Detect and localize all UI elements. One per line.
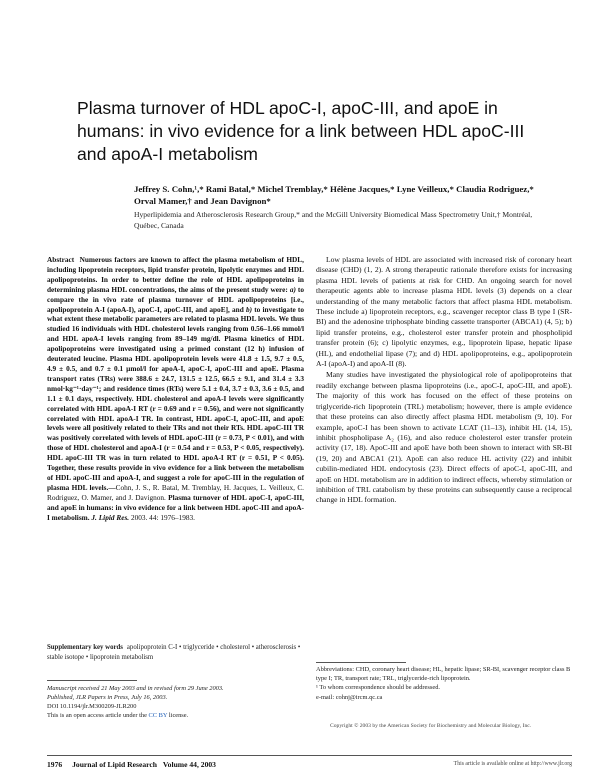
right-column <box>316 255 572 506</box>
page-footer <box>47 760 216 769</box>
keywords-text: apolipoprotein C-I • triglyceride • cholesterol • atherosclerosis • stable isotope • lipoprotein metabolism <box>47 644 301 661</box>
body-paragraph-2: Many studies have investigated the physiological role of apolipoproteins that readily exchange between plasma lipoproteins (i.e., apoC-I, apoC-III, and apoE). The majority of this work has focused on the effect of these proteins on triglyceride-rich lipoprotein (TRL) metabolism; however, there is ample evidence that these proteins can also directly affect plasma HDL metabolism (9, 10). For example, apoC-I has been shown to activate LCAT (11–13), inhibit HL (14, 15), inhibit phospholipase A₂ (16), and also reduce cholesterol ester transfer protein activity (17, 18). ApoC-III and apoE have both been shown to interact with SR-BI (19, 20) and ABCA1 (21). ApoE can also reduce HL activity (22) and inhibit cubilin-mediated HDL endocytosis (23). Direct effects of apoC-I, apoC-III, and apoE on HDL metabolism are in addition to indirect effects, whereby stimulation or inhibition of TRL catabolism by these proteins can subsequently cause a reciprocal change in HDL formation. <box>316 370 572 505</box>
manuscript-received: Manuscript received 21 May 2003 and in revised form 29 June 2003. <box>47 685 224 692</box>
body-paragraph-1: Low plasma levels of HDL are associated with increased risk of coronary heart disease (CHD) (1, 2). A strong therapeutic rationale therefore exists for increasing plasma HDL levels of patients at risk for CHD. An ongoing search for novel therapeutic agents able to increase plasma HDL levels (3) depends on a clear understanding of the many metabolic factors that affect plasma HDL metabolism. These include a) lipoprotein receptors, e.g., scavenger receptor class B type I (SR-BI) and the adenosine triphosphate binding cassette transporter (ABCA1) (4, 5); b) lipid transfer proteins, e.g., cholesterol ester transfer protein and phospholipid transfer protein (6); c) lipolytic enzymes, e.g., lipoprotein lipase, hepatic lipase (HL), and endothelial lipase (7); and d) HDL apolipoproteins, e.g., apolipoprotein A-I (apoA-I) and apoA-II (8). <box>316 255 572 369</box>
author-list: Jeffrey S. Cohn,¹,* Rami Batal,* Michel Tremblay,* Hélène Jacques,* Lyne Veilleux,* Claudia Rodriguez,* Orval Mamer,† and Jean Davignon* <box>134 184 534 206</box>
open-access-note <box>47 711 304 720</box>
article-title: Plasma turnover of HDL apoC-I, apoC-III, and apoE in humans: in vivo evidence for a link between HDL apoC-III and apoA-I metabolism <box>77 98 525 164</box>
author-affiliation: Hyperlipidemia and Atherosclerosis Research Group,* and the McGill University Biomedical Mass Spectrometry Unit,† Montréal, Québec, Canada <box>134 210 533 230</box>
supplementary-keywords <box>47 643 304 662</box>
journal-name: Journal of Lipid Research <box>72 760 157 769</box>
right-divider <box>316 662 406 663</box>
copyright-notice: Copyright © 2003 by the American Society for Biochemistry and Molecular Biology, Inc. <box>330 723 532 729</box>
open-access-suffix: license. <box>168 712 189 719</box>
footnote-email: e-mail: cohnj@ircm.qc.ca <box>316 693 383 701</box>
manuscript-info <box>47 684 304 720</box>
keywords-label: Supplementary key words <box>47 644 123 651</box>
page-number: 1976 <box>47 760 63 769</box>
abstract-journal-details: 2003. 44: 1976–1983. <box>130 512 195 522</box>
manuscript-doi: DOI 10.1194/jlr.M300209-JLR200 <box>47 703 137 710</box>
journal-volume: Volume 44, 2003 <box>162 760 216 769</box>
left-divider <box>47 680 137 681</box>
manuscript-published: Published, JLR Papers in Press, July 16, 2003. <box>47 694 168 701</box>
abstract <box>47 255 304 522</box>
abstract-marker-b: b) <box>245 304 253 314</box>
footnote-correspondence: ¹ To whom correspondence should be addressed. <box>316 684 440 692</box>
footnote-abbreviations: Abbreviations: CHD, coronary heart disease; HL, hepatic lipase; SR-BI, scavenger receptor class B type I; TR, transport rate; TRL, triglyceride-rich lipoprotein. <box>316 666 571 682</box>
abstract-text-3: to investigate to what extent these metabolic parameters are related to plasma HDL levels. We thus studied 16 individuals with HDL cholesterol levels ranging from 0.56–1.66 mmol/l and HDL apoA-I levels ranging from 89–149 mg/dl. Plasma kinetics of HDL apolipoproteins were investigated using a primed constant (12 h) infusion of deuterated leucine. Plasma HDL apolipoprotein levels were 41.8 ± 1.5, 9.7 ± 0.5, 4.9 ± 0.5, and 0.7 ± 0.1 µmol/l for apoA-I, apoC-I, apoC-III and apoE. Plasma transport rates (TRs) were 388.6 ± 24.7, 131.5 ± 12.5, 66.5 ± 9.1, and 31.4 ± 3.3 nmol·kg⁻¹·day⁻¹; and residence times (RTs) were 5.1 ± 0.4, 3.7 ± 0.3, 3.6 ± 0.5, and 1.1 ± 0.1 days, respectively. HDL cholesterol and apoA-I levels were significantly correlated with HDL apoA-I RT (r = 0.69 and r = 0.56), and were not significantly correlated with HDL apoA-I TR. In contrast, HDL apoC-I, apoC-III, and apoE levels were all positively related to their TRs and not their RTs. HDL apoC-III TR was positively correlated with levels of HDL apoC-III (r = 0.73, P < 0.01), and with those of HDL cholesterol and apoA-I (r = 0.54 and r = 0.53, P < 0.05, respectively). HDL apoC-III TR was in turn related to HDL apoA-I RT (r = 0.51, P < 0.05). Together, these results provide in vivo evidence for a link between the metabolism of HDL apoC-III and apoA-I, and suggest a role for apoC-III in the regulation of plasma HDL levels.— <box>47 304 305 492</box>
abstract-text-1: Numerous factors are known to affect the plasma metabolism of HDL, including lipoprotein receptors, lipid transfer protein, lipolytic enzymes and HDL apolipoproteins. In order to better define the role of HDL apolipoproteins in determining plasma HDL concentrations, the aims of the present study were: <box>47 255 304 294</box>
abstract-citation-title: Plasma turnover of HDL apoC-I, apoC-III, and apoE in humans: in vivo evidence for a link between HDL apoC-III and apoA-I metabolism. <box>47 492 304 522</box>
abstract-citation-authors: Cohn, J. S., R. Batal, M. Tremblay, H. Jacques, L. Veilleux, C. Rodriguez, O. Mamer, and J. Davignon. <box>47 482 305 502</box>
abstract-label: Abstract <box>47 255 75 264</box>
abstract-journal-abbrev: J. Lipid Res. <box>91 512 130 522</box>
cc-by-license-link[interactable]: CC BY <box>148 712 168 719</box>
online-availability: This article is available online at http://www.jlr.org <box>453 761 572 767</box>
open-access-text: This is an open access article under the <box>47 712 147 719</box>
left-column <box>47 255 304 522</box>
abstract-text-2: to compare the in vivo rate of plasma turnover of HDL apolipoproteins [i.e., apolipoprotein A-I (apoA-I), apoC-I, apoC-III, and apoE], and <box>47 284 304 314</box>
footer-divider <box>47 755 572 756</box>
abstract-marker-a: a) <box>289 284 296 294</box>
footnotes <box>316 666 572 703</box>
